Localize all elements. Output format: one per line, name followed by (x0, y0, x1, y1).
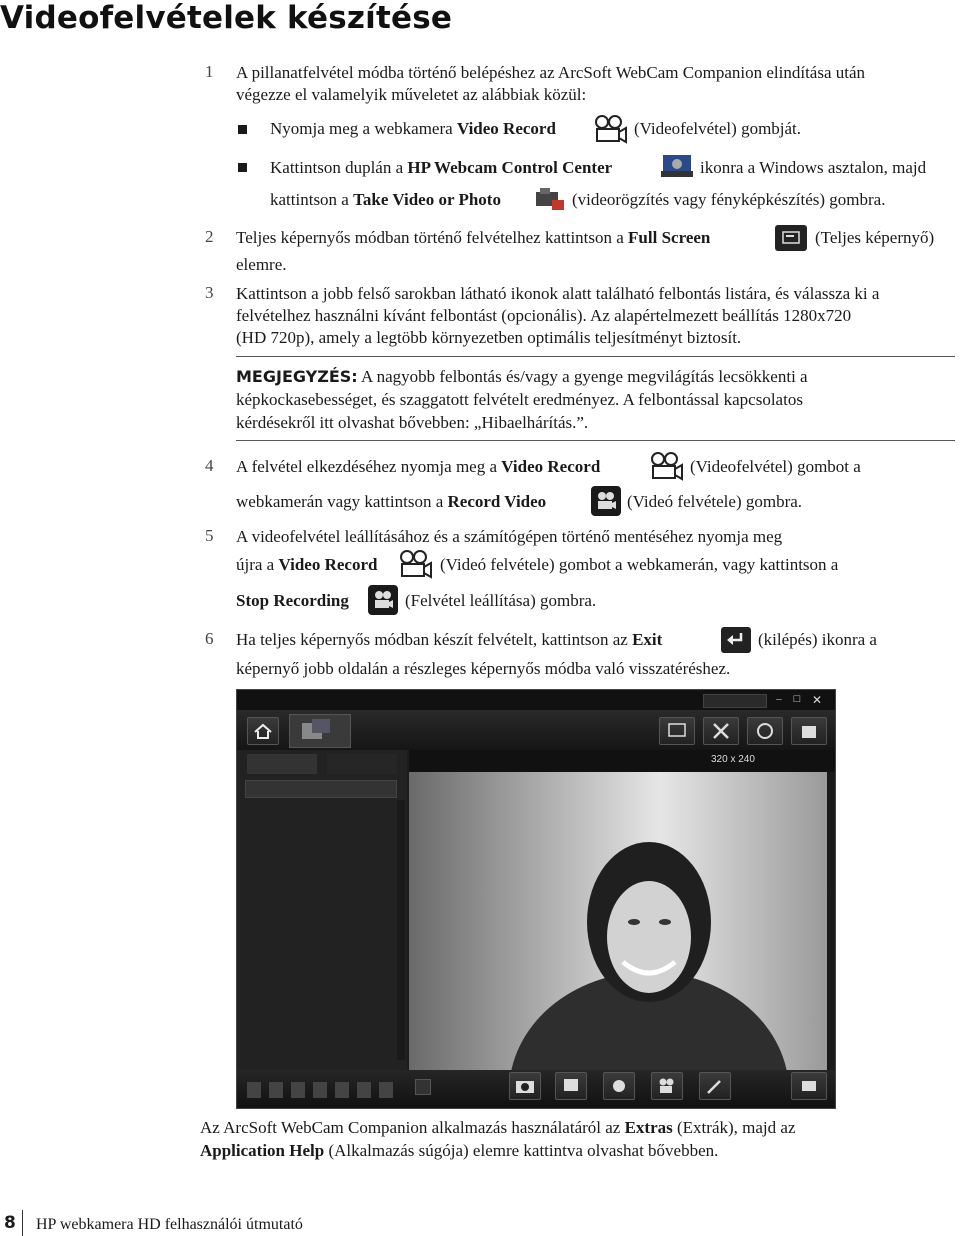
home-icon (248, 718, 278, 744)
bullet (238, 125, 247, 134)
step-5-line-2-post: (Videó felvétele) gombot a webkamerán, vagy kattintson a (440, 555, 839, 574)
minimize-icon[interactable]: – (776, 693, 782, 705)
tools-icon (704, 718, 738, 744)
bullet-2-text: Kattintson duplán a HP Webcam Control Center (270, 158, 613, 177)
step-number: 2 (205, 227, 214, 246)
step-number: 6 (205, 629, 214, 648)
page-number: 8 (4, 1213, 16, 1233)
library-actions[interactable] (247, 1082, 397, 1098)
take-video-or-photo-icon (534, 186, 568, 214)
extras-button[interactable] (791, 717, 827, 745)
record-video-icon (591, 486, 621, 516)
bullet-2-post: ikonra a Windows asztalon, majd (700, 158, 927, 177)
capture-tab[interactable] (289, 714, 351, 748)
timer-button[interactable] (603, 1072, 635, 1100)
record-video-button[interactable] (651, 1072, 683, 1100)
timer-icon (604, 1073, 634, 1099)
caption-line-1: Az ArcSoft WebCam Companion alkalmazás használatáról az Extras (Extrák), majd az (200, 1118, 796, 1137)
step-4-line-2-post: (Videó felvétele) gombra. (627, 492, 803, 511)
step-2-post: (Teljes képernyő) (815, 228, 935, 247)
step-5-line-2: újra a Video Record (236, 555, 378, 574)
divider (236, 356, 955, 357)
maximize-icon[interactable]: □ (793, 693, 801, 705)
take-photo-button[interactable] (509, 1072, 541, 1100)
step-number: 4 (205, 456, 214, 475)
bullet-1-text: Nyomja meg a webkamera Video Record (270, 119, 556, 138)
bullet-2-line-2: kattintson a Take Video or Photo (270, 190, 501, 209)
step-5-line-1: A videofelvétel leállításához és a számítógépen történő mentéséhez nyomja meg (236, 527, 783, 546)
select-checkbox[interactable] (415, 1079, 431, 1095)
step-4-post: (Videofelvétel) gombot a (690, 457, 861, 476)
note-line-1: MEGJEGYZÉS: A nagyobb felbontás és/vagy a gyenge megvilágítás lecsökkenti a (236, 367, 808, 386)
video-camera-icon (650, 451, 684, 481)
note-line-2: képkockasebességet, és szaggatott felvételt eredményez. A felbontással kapcsolatos (236, 390, 803, 409)
burst-icon (556, 1073, 586, 1099)
exit-icon (721, 627, 751, 653)
caption-line-2: Application Help (Alkalmazás súgója) elemre kattintva olvashat bővebben. (200, 1141, 719, 1160)
full-screen-icon (775, 225, 807, 251)
capture-icon (290, 715, 350, 747)
step-2-line-2: elemre. (236, 255, 287, 274)
note-line-3: kérdésekről itt olvashat bővebben: „Hibaelhárítás.”. (236, 413, 589, 432)
full-screen-icon (660, 718, 694, 744)
right-scrollbar[interactable] (827, 772, 835, 1070)
burst-button[interactable] (555, 1072, 587, 1100)
left-panel (237, 750, 407, 1070)
step-number: 3 (205, 283, 214, 302)
window-search-box[interactable] (703, 694, 767, 708)
step-3-line-3: (HD 720p), amely a legtöbb környezetben optimális teljesítményt biztosít. (236, 328, 742, 347)
upload-button[interactable] (791, 1072, 827, 1100)
camera-icon (510, 1073, 540, 1099)
video-camera-icon (399, 549, 433, 579)
step-number: 5 (205, 526, 214, 545)
tab-library[interactable] (247, 754, 317, 774)
step-6-post: (kilépés) ikonra a (758, 630, 877, 649)
close-icon[interactable]: ✕ (811, 693, 823, 707)
category-dropdown[interactable] (245, 780, 397, 798)
page-title: Videofelvételek készítése (0, 0, 453, 36)
divider (236, 440, 955, 441)
step-3-line-2: felvételhez használni kívánt felbontást (opcionális). Az alapértelmezett beállítás 1280x720 (236, 306, 852, 325)
tab-effects[interactable] (327, 754, 397, 774)
share-icon (792, 1073, 826, 1099)
footer-divider (22, 1210, 23, 1236)
step-3-line-1: Kattintson a jobb felső sarokban látható ikonok alatt található felbontás listára, és válassza ki a (236, 284, 880, 303)
step-5-line-3-post: (Felvétel leállítása) gombra. (405, 591, 597, 610)
bullet (238, 163, 247, 172)
step-1-line-1: A pillanatfelvétel módba történő belépéshez az ArcSoft WebCam Companion elindítása után (236, 63, 866, 82)
extras-icon (792, 718, 826, 744)
person-image (409, 772, 827, 1070)
webcam-companion-screenshot (236, 689, 836, 1109)
step-2-text: Teljes képernyős módban történő felvételhez kattintson a Full Screen (236, 228, 711, 247)
bullet-2-line-2-post: (videorögzítés vagy fényképkészítés) gombra. (572, 190, 886, 209)
step-5-line-3: Stop Recording (236, 591, 349, 610)
hp-webcam-control-center-icon (659, 153, 695, 183)
stop-recording-icon (368, 585, 398, 615)
video-camera-icon (652, 1073, 682, 1099)
step-1-line-2: végezze el valamelyik műveletet az alábbiak közül: (236, 85, 587, 104)
step-6-text: Ha teljes képernyős módban készít felvételt, kattintson az Exit (236, 630, 663, 649)
settings-button[interactable] (703, 717, 739, 745)
step-number: 1 (205, 62, 214, 81)
resolution-bar (409, 750, 835, 772)
face-tracking-button[interactable] (747, 717, 783, 745)
webcam-preview (409, 772, 827, 1070)
bullet-1-post: (Videofelvétel) gombját. (634, 119, 802, 138)
step-6-line-2: képernyő jobb oldalán a részleges képernyős módba való visszatéréshez. (236, 659, 731, 678)
magic-wand-icon (700, 1073, 730, 1099)
face-tracking-icon (748, 718, 782, 744)
step-4-line-2: webkamerán vagy kattintson a Record Video (236, 492, 547, 511)
video-camera-icon (594, 114, 628, 144)
full-screen-button[interactable] (659, 717, 695, 745)
resolution-select[interactable]: 320 x 240 (711, 754, 755, 765)
step-4-text: A felvétel elkezdéséhez nyomja meg a Video Record (236, 457, 601, 476)
footer-text: HP webkamera HD felhasználói útmutató (36, 1216, 303, 1233)
home-button[interactable] (247, 717, 279, 745)
effects-button[interactable] (699, 1072, 731, 1100)
left-scrollbar[interactable] (397, 800, 405, 1060)
